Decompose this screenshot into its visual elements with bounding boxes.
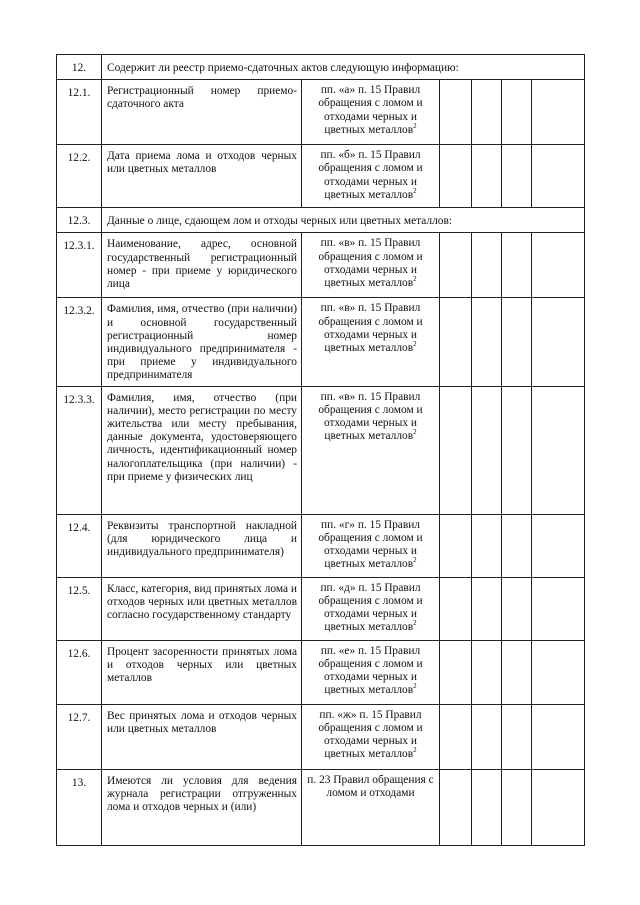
answer-yes-cell xyxy=(440,640,472,704)
table-body xyxy=(57,55,585,846)
answer-yes-cell xyxy=(440,386,472,514)
footnote-marker: 2 xyxy=(413,428,417,437)
answer-yes-cell xyxy=(440,233,472,298)
table-row xyxy=(57,55,585,80)
answer-no-cell xyxy=(472,704,502,769)
row-number: 12. xyxy=(57,55,102,80)
table-row xyxy=(57,145,585,208)
row-number: 12.7. xyxy=(57,704,102,769)
remarks-cell xyxy=(532,769,585,845)
footnote-marker: 2 xyxy=(413,340,417,349)
remarks-cell xyxy=(532,514,585,577)
section-heading: Содержит ли реестр приемо-сдаточных актов следующую информацию: xyxy=(102,55,585,80)
table-row xyxy=(57,386,585,514)
reference-text: пп. «г» п. 15 Правил обращения с ломом и отходами черных и цветных металлов xyxy=(318,518,423,571)
reference-text: пп. «в» п. 15 Правил обращения с ломом и отходами черных и цветных металлов xyxy=(318,390,423,443)
requirement-text: Реквизиты транспортной накладной (для юридического лица и индивидуального предпринимателя) xyxy=(102,514,302,577)
answer-na-cell xyxy=(502,298,532,386)
table-row xyxy=(57,769,585,845)
requirement-text: Регистрационный номер приемо-сдаточного акта xyxy=(102,80,302,145)
row-number: 12.5. xyxy=(57,577,102,640)
remarks-cell xyxy=(532,233,585,298)
remarks-cell xyxy=(532,704,585,769)
answer-na-cell xyxy=(502,577,532,640)
legal-reference xyxy=(302,386,440,514)
requirement-text: Процент засоренности принятых лома и отходов черных или цветных металлов xyxy=(102,640,302,704)
answer-no-cell xyxy=(472,233,502,298)
requirement-text: Имеются ли условия для ведения журнала регистрации отгруженных лома и отходов черных и (или) xyxy=(102,769,302,845)
row-number: 12.4. xyxy=(57,514,102,577)
checklist-table xyxy=(56,54,585,846)
answer-yes-cell xyxy=(440,704,472,769)
row-number: 12.3. xyxy=(57,208,102,233)
row-number: 12.3.2. xyxy=(57,298,102,386)
legal-reference xyxy=(302,704,440,769)
row-number: 12.6. xyxy=(57,640,102,704)
section-heading: Данные о лице, сдающем лом и отходы черных или цветных металлов: xyxy=(102,208,585,233)
reference-text: пп. «б» п. 15 Правил обращения с ломом и отходами черных и цветных металлов xyxy=(318,149,423,201)
checklist-page xyxy=(56,54,584,846)
answer-na-cell xyxy=(502,386,532,514)
legal-reference xyxy=(302,80,440,145)
answer-no-cell xyxy=(472,769,502,845)
footnote-marker: 2 xyxy=(413,682,417,691)
row-number: 12.3.1. xyxy=(57,233,102,298)
table-row xyxy=(57,80,585,145)
table-row xyxy=(57,704,585,769)
legal-reference xyxy=(302,233,440,298)
requirement-text: Дата приема лома и отходов черных или цветных металлов xyxy=(102,145,302,208)
legal-reference xyxy=(302,298,440,386)
reference-text: пп. «в» п. 15 Правил обращения с ломом и отходами черных и цветных металлов xyxy=(318,237,423,290)
remarks-cell xyxy=(532,80,585,145)
row-number: 12.2. xyxy=(57,145,102,208)
requirement-text: Класс, категория, вид принятых лома и отходов черных или цветных металлов согласно государственному стандарту xyxy=(102,577,302,640)
answer-no-cell xyxy=(472,145,502,208)
answer-yes-cell xyxy=(440,145,472,208)
table-row xyxy=(57,514,585,577)
requirement-text: Фамилия, имя, отчество (при наличии) и основной государственный регистрационный номер индивидуального предпринимателя - при приеме у индивидуального предпринимателя xyxy=(102,298,302,386)
reference-text: пп. «а» п. 15 Правил обращения с ломом и отходами черных и цветных металлов xyxy=(318,84,423,136)
remarks-cell xyxy=(532,145,585,208)
answer-no-cell xyxy=(472,386,502,514)
answer-na-cell xyxy=(502,145,532,208)
footnote-marker: 2 xyxy=(413,122,417,131)
legal-reference xyxy=(302,769,440,845)
legal-reference xyxy=(302,577,440,640)
table-row xyxy=(57,233,585,298)
row-number: 12.1. xyxy=(57,80,102,145)
answer-yes-cell xyxy=(440,577,472,640)
footnote-marker: 2 xyxy=(413,187,417,196)
requirement-text: Вес принятых лома и отходов черных или цветных металлов xyxy=(102,704,302,769)
legal-reference xyxy=(302,514,440,577)
answer-yes-cell xyxy=(440,769,472,845)
legal-reference xyxy=(302,145,440,208)
reference-text: пп. «е» п. 15 Правил обращения с ломом и отходами черных и цветных металлов xyxy=(318,644,423,697)
row-number: 12.3.3. xyxy=(57,386,102,514)
reference-text: пп. «в» п. 15 Правил обращения с ломом и отходами черных и цветных металлов xyxy=(318,302,423,355)
reference-text: пп. «д» п. 15 Правил обращения с ломом и отходами черных и цветных металлов xyxy=(318,581,423,634)
footnote-marker: 2 xyxy=(413,275,417,284)
answer-na-cell xyxy=(502,514,532,577)
table-row xyxy=(57,640,585,704)
answer-na-cell xyxy=(502,80,532,145)
table-row xyxy=(57,298,585,386)
reference-text: пп. «ж» п. 15 Правил обращения с ломом и отходами черных и цветных металлов xyxy=(318,708,423,761)
table-row xyxy=(57,577,585,640)
answer-na-cell xyxy=(502,233,532,298)
answer-na-cell xyxy=(502,704,532,769)
remarks-cell xyxy=(532,386,585,514)
answer-na-cell xyxy=(502,769,532,845)
footnote-marker: 2 xyxy=(413,746,417,755)
table-row xyxy=(57,208,585,233)
remarks-cell xyxy=(532,298,585,386)
answer-no-cell xyxy=(472,298,502,386)
remarks-cell xyxy=(532,577,585,640)
answer-no-cell xyxy=(472,577,502,640)
answer-yes-cell xyxy=(440,80,472,145)
answer-no-cell xyxy=(472,514,502,577)
footnote-marker: 2 xyxy=(413,619,417,628)
requirement-text: Наименование, адрес, основной государственный регистрационный номер - при приеме у юридического лица xyxy=(102,233,302,298)
answer-no-cell xyxy=(472,640,502,704)
answer-yes-cell xyxy=(440,298,472,386)
requirement-text: Фамилия, имя, отчество (при наличии), место регистрации по месту жительства или месту пребывания, данные документа, удостоверяющего личность, идентификационный номер налогоплательщика (при наличии) - при приеме у физических лиц xyxy=(102,386,302,514)
footnote-marker: 2 xyxy=(413,556,417,565)
answer-na-cell xyxy=(502,640,532,704)
answer-no-cell xyxy=(472,80,502,145)
legal-reference xyxy=(302,640,440,704)
row-number: 13. xyxy=(57,769,102,845)
answer-yes-cell xyxy=(440,514,472,577)
reference-text: п. 23 Правил обращения с ломом и отходами xyxy=(307,773,434,799)
remarks-cell xyxy=(532,640,585,704)
